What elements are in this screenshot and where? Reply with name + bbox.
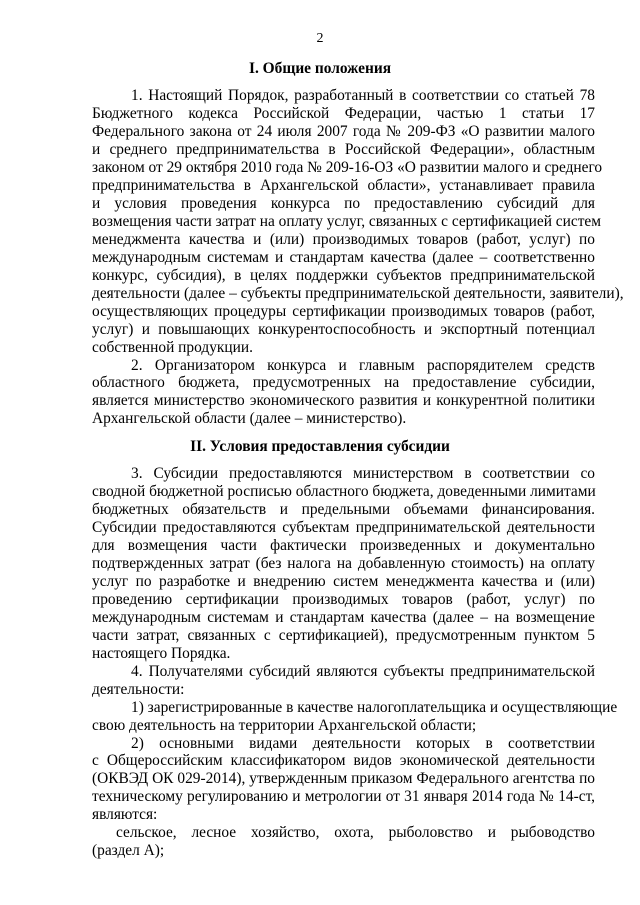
text-line: является министерство экономического развития и конкурентной политики (92, 392, 595, 410)
text-line: деятельности (далее – субъекты предпринимательской деятельности, заявители), (92, 284, 624, 302)
text-line: настоящего Порядка. (92, 644, 231, 662)
text-line: части затрат, связанных с сертификацией), предусмотренным пунктом 5 (92, 626, 595, 644)
text-line: собственной продукции. (92, 338, 253, 356)
text-line: услуг) и повышающих конкурентоспособность и экспортный потенциал (92, 320, 595, 338)
text-line: менеджмента качества и (или) производимых товаров (работ, услуг) по (92, 230, 595, 248)
text-line: для возмещения части фактически произведенных и документально (92, 537, 595, 555)
text-line: международным системам и стандартам качества (далее – на возмещение (92, 608, 595, 626)
text-line: 2. Организатором конкурса и главным распорядителем средств (131, 356, 595, 374)
text-line: и условия проведения конкурса по предоставлению субсидий для (92, 194, 595, 212)
list-item-1: 1) зарегистрированные в качестве налогоплательщика и осуществляющие (131, 698, 618, 716)
text-line: подтвержденных затрат (без налога на добавленную стоимость) на оплату (92, 554, 595, 572)
text-line: конкурс, субсидия), в целях поддержки субъектов предпринимательской (92, 266, 595, 284)
section-2-title: II. Условия предоставления субсидии (190, 437, 450, 455)
text-line: 4. Получателями субсидий являются субъекты предпринимательской (131, 662, 595, 680)
text-line: техническому регулированию и метрологии от 31 января 2014 года № 14-ст, (92, 788, 595, 806)
text-line: бюджетных обязательств и предельными объемами финансирования. (92, 501, 595, 519)
section-1-title: I. Общие положения (248, 59, 392, 77)
text-line: являются: (92, 806, 158, 824)
text-line: 3. Субсидии предоставляются министерством в соответствии со (131, 465, 595, 483)
text-line: законом от 29 октября 2010 года № 209-16-ОЗ «О развитии малого и среднего (92, 159, 603, 177)
text-line: сводной бюджетной росписью областного бюджета, доведенными лимитами (92, 483, 596, 501)
text-line: Архангельской области (далее – министерство). (92, 410, 407, 428)
text-line: Бюджетного кодекса Российской Федерации, частью 1 статьи 17 (92, 105, 595, 123)
text-line: свою деятельность на территории Архангельской области; (92, 716, 477, 734)
text-line: областного бюджета, предусмотренных на предоставление субсидии, (92, 374, 595, 392)
text-line: проведению сертификации производимых товаров (работ, услуг) по (92, 590, 595, 608)
text-line: (раздел А); (92, 842, 165, 860)
text-line: и среднего предпринимательства в Российской Федерации», областным (92, 141, 595, 159)
text-line: осуществляющих процедуры сертификации производимых товаров (работ, (92, 302, 595, 320)
text-line: деятельности: (92, 680, 185, 698)
text-line: возмещения части затрат на оплату услуг, связанных с сертификацией систем (92, 212, 602, 230)
list-subitem: сельское, лесное хозяйство, охота, рыболовство и рыбоводство (116, 824, 595, 842)
text-line: предпринимательства в Архангельской области», устанавливает правила (92, 176, 595, 194)
text-line: Субсидии предоставляются субъектам предпринимательской деятельности (92, 519, 595, 537)
page-number: 2 (316, 31, 324, 46)
text-line: 1. Настоящий Порядок, разработанный в соответствии со статьей 78 (131, 87, 595, 105)
text-line: услуг по разработке и внедрению систем менеджмента качества и (или) (92, 572, 595, 590)
text-line: с Общероссийским классификатором видов экономической деятельности (92, 752, 595, 770)
text-line: международным системам и стандартам качества (далее – соответственно (92, 248, 595, 266)
text-line: Федерального закона от 24 июля 2007 года № 209-ФЗ «О развитии малого (92, 123, 595, 141)
text-line: (ОКВЭД ОК 029-2014), утвержденным приказом Федерального агентства по (92, 770, 595, 788)
list-item-2: 2) основными видами деятельности которых в соответствии (131, 734, 595, 752)
